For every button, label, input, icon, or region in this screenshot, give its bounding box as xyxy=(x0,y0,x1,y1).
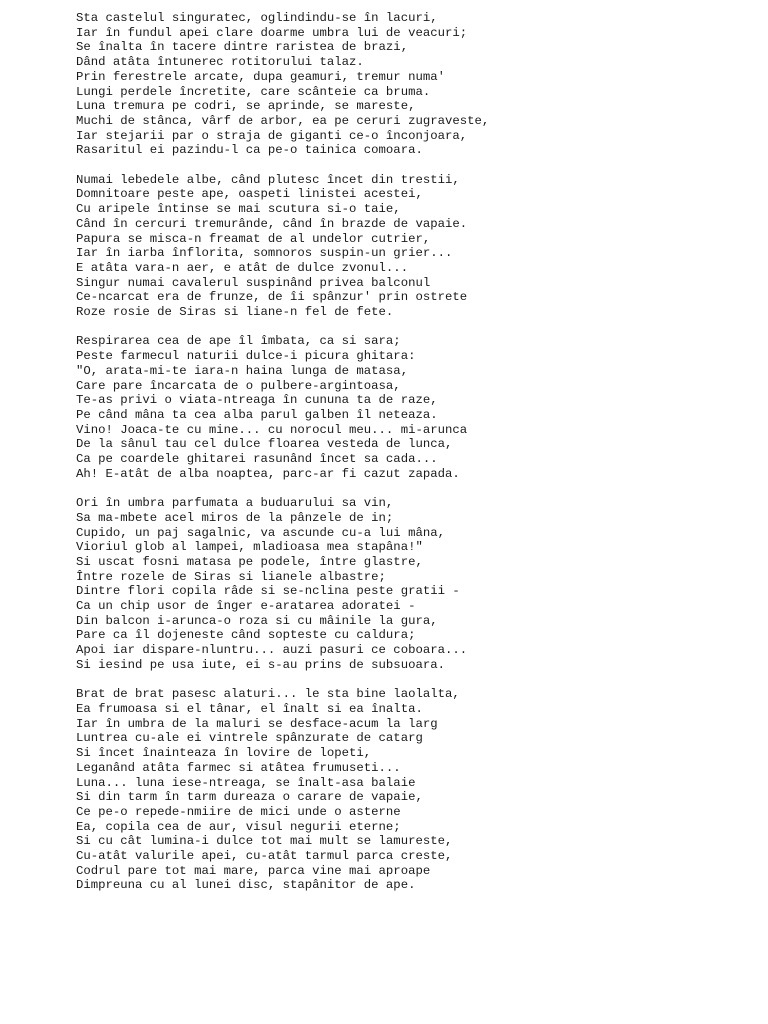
poem-line: Care pare încarcata de o pulbere-argintoasa, xyxy=(76,378,401,393)
poem-line: Leganând atâta farmec si atâtea frumuseti... xyxy=(76,760,401,775)
poem-line: Ce-ncarcat era de frunze, de îi spânzur' prin ostrete xyxy=(76,290,468,305)
poem-line: Si iesind pe usa iute, ei s-au prins de subsuoara. xyxy=(76,657,445,672)
poem-line: Ori în umbra parfumata a buduarului sa vin, xyxy=(76,496,394,511)
poem-line: Luntrea cu-ale ei vintrele spânzurate de catarg xyxy=(76,731,423,746)
poem-line: Sta castelul singuratec, oglindindu-se în lacuri, xyxy=(76,11,438,25)
poem-line: Cupido, un paj sagalnic, va ascunde cu-a lui mâna, xyxy=(76,525,445,540)
poem-line: Iar stejarii par o straja de giganti ce-o înconjoara, xyxy=(76,128,468,143)
poem-line: "O, arata-mi-te iara-n haina lunga de matasa, xyxy=(76,363,409,378)
stanza xyxy=(76,687,756,893)
poem-line: Dând atâta întunerec rotitorului talaz. xyxy=(76,55,364,70)
poem-line: Pe când mâna ta cea alba parul galben îl neteaza. xyxy=(76,407,438,422)
poem-line: Rasaritul ei pazindu-l ca pe-o tainica comoara. xyxy=(76,143,423,158)
poem-line: Iar în iarba înflorita, somnoros suspin-un grier... xyxy=(76,246,453,261)
poem-line: Peste farmecul naturii dulce-i picura ghitara: xyxy=(76,349,416,364)
poem-line: Si din tarm în tarm dureaza o carare de vapaie, xyxy=(76,790,423,805)
poem-line: Si uscat fosni matasa pe podele, între glastre, xyxy=(76,554,423,569)
poem-line: Cu-atât valurile apei, cu-atât tarmul parca creste, xyxy=(76,849,453,864)
stanza xyxy=(76,173,756,320)
poem-line: Când în cercuri tremurânde, când în brazde de vapaie. xyxy=(76,216,468,231)
poem-line: Prin ferestrele arcate, dupa geamuri, tremur numa' xyxy=(76,69,445,84)
poem-line: Cu aripele întinse se mai scutura si-o taie, xyxy=(76,202,401,217)
poem-line: Si cu cât lumina-i dulce tot mai mult se lamureste, xyxy=(76,834,453,849)
poem-line: Ca un chip usor de înger e-aratarea adoratei - xyxy=(76,599,416,614)
stanza xyxy=(76,334,756,481)
poem-line: Te-as privi o viata-ntreaga în cununa ta de raze, xyxy=(76,393,438,408)
poem-line: De la sânul tau cel dulce floarea vesteda de lunca, xyxy=(76,437,453,452)
poem-line: Ah! E-atât de alba noaptea, parc-ar fi cazut zapada. xyxy=(76,466,460,481)
poem-line: Singur numai cavalerul suspinând privea balconul xyxy=(76,275,431,290)
poem-line: Ea, copila cea de aur, visul negurii eterne; xyxy=(76,819,401,834)
poem-line: Vioriul glob al lampei, mladioasa mea stapâna!" xyxy=(76,540,423,555)
poem-line: Ea frumoasa si el tânar, el înalt si ea înalta. xyxy=(76,701,423,716)
poem-line: Respirarea cea de ape îl îmbata, ca si sara; xyxy=(76,334,401,349)
poem-line: Sa ma-mbete acel miros de la pânzele de in; xyxy=(76,510,394,525)
poem-line: Lungi perdele încretite, care scânteie ca bruma. xyxy=(76,84,431,99)
poem-line: E atâta vara-n aer, e atât de dulce zvonul... xyxy=(76,260,409,275)
poem-line: Papura se misca-n freamat de al undelor cutrier, xyxy=(76,231,431,246)
poem-line: Se înalta în tacere dintre raristea de brazi, xyxy=(76,40,409,55)
poem-line: Iar în fundul apei clare doarme umbra lui de veacuri; xyxy=(76,25,468,40)
poem-line: Apoi iar dispare-nluntru... auzi pasuri ce coboara... xyxy=(76,643,468,658)
poem-line: Domnitoare peste ape, oaspeti linistei acestei, xyxy=(76,187,423,202)
poem-line: Ca pe coardele ghitarei rasunând încet sa cada... xyxy=(76,452,438,467)
poem-line: Dimpreuna cu al lunei disc, stapânitor de ape. xyxy=(76,878,416,893)
stanza xyxy=(76,496,756,672)
poem-line: Ce pe-o repede-nmiire de mici unde o asterne xyxy=(76,804,401,819)
poem-line: Din balcon i-arunca-o roza si cu mâinile la gura, xyxy=(76,613,438,628)
poem-text xyxy=(76,11,756,908)
poem-line: Brat de brat pasesc alaturi... le sta bine laolalta, xyxy=(76,687,460,702)
poem-line: Luna... luna iese-ntreaga, se înalt-asa balaie xyxy=(76,775,416,790)
poem-line: Luna tremura pe codri, se aprinde, se mareste, xyxy=(76,99,416,114)
poem-line: Numai lebedele albe, când plutesc încet din trestii, xyxy=(76,172,460,187)
poem-line: Muchi de stânca, vârf de arbor, ea pe ceruri zugraveste, xyxy=(76,113,490,128)
poem-line: Pare ca îl dojeneste când sopteste cu caldura; xyxy=(76,628,416,643)
poem-line: Codrul pare tot mai mare, parca vine mai aproape xyxy=(76,863,431,878)
poem-line: Iar în umbra de la maluri se desface-acum la larg xyxy=(76,716,438,731)
poem-line: Între rozele de Siras si lianele albastre; xyxy=(76,569,386,584)
poem-line: Si încet înainteaza în lovire de lopeti, xyxy=(76,746,372,761)
poem-line: Dintre flori copila râde si se-nclina peste gratii - xyxy=(76,584,460,599)
poem-line: Vino! Joaca-te cu mine... cu norocul meu... mi-arunca xyxy=(76,422,468,437)
stanza xyxy=(76,11,756,158)
poem-line: Roze rosie de Siras si liane-n fel de fete. xyxy=(76,305,394,320)
